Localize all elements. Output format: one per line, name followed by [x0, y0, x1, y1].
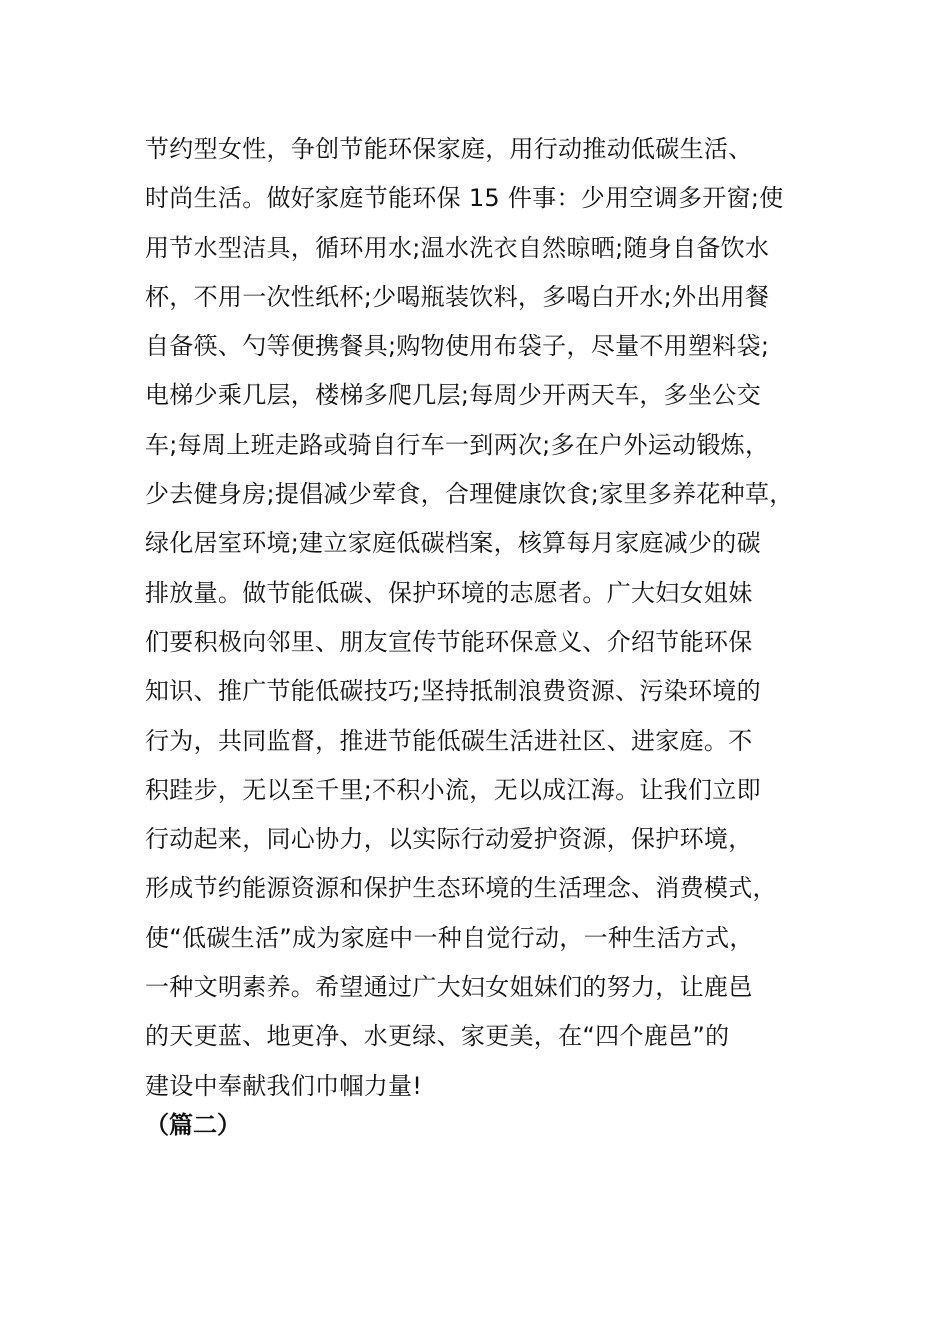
text-line: 节约型女性，争创节能环保家庭，用行动推动低碳生活、	[145, 135, 753, 163]
text-line: 少去健身房;提倡减少荤食，合理健康饮食;家里多养花种草，	[145, 480, 794, 509]
text-line: 积跬步，无以至千里;不积小流，无以成江海。让我们立即	[145, 775, 761, 804]
text-line: 自备筷、勺等便携餐具;购物使用布袋子，尽量不用塑料袋;	[145, 332, 770, 361]
text-line: 时尚生活。做好家庭节能环保 15 件事：少用空调多开窗;使	[145, 184, 784, 213]
text-line: 绿化居室环境;建立家庭低碳档案，核算每月家庭减少的碳	[145, 529, 761, 558]
text-line: 建设中奉献我们巾帼力量!	[145, 1071, 423, 1100]
body-paragraph	[145, 125, 825, 1111]
text-line: 知识、推广节能低碳技巧;坚持抵制浪费资源、污染环境的	[145, 677, 761, 706]
text-line: 用节水型洁具，循环用水;温水洗衣自然晾晒;随身自备饮水	[145, 233, 770, 262]
section-heading: （篇二）	[145, 1111, 241, 1139]
text-line: 车;每周上班走路或骑自行车一到两次;多在户外运动锻炼，	[145, 430, 770, 459]
text-line: 一种文明素养。希望通过广大妇女姐妹们的努力，让鹿邑	[145, 973, 753, 1002]
text-line: 行为，共同监督，推进节能低碳生活进社区、进家庭。不	[145, 726, 753, 755]
text-line: 形成节约能源资源和保护生态环境的生活理念、消费模式，	[145, 874, 777, 903]
text-line: 行动起来，同心协力，以实际行动爱护资源，保护环境，	[145, 825, 753, 854]
text-line: 使“低碳生活”成为家庭中一种自觉行动，一种生活方式，	[145, 923, 754, 952]
text-line: 排放量。做节能低碳、保护环境的志愿者。广大妇女姐妹	[145, 578, 753, 607]
text-line: 电梯少乘几层，楼梯多爬几层;每周少开两天车，多坐公交	[145, 381, 761, 410]
text-line: 们要积极向邻里、朋友宣传节能环保意义、介绍节能环保	[145, 627, 753, 656]
text-line: 的天更蓝、地更净、水更绿、家更美，在“四个鹿邑”的	[145, 1022, 730, 1051]
text-line: 杯，不用一次性纸杯;少喝瓶装饮料，多喝白开水;外出用餐	[145, 282, 770, 311]
